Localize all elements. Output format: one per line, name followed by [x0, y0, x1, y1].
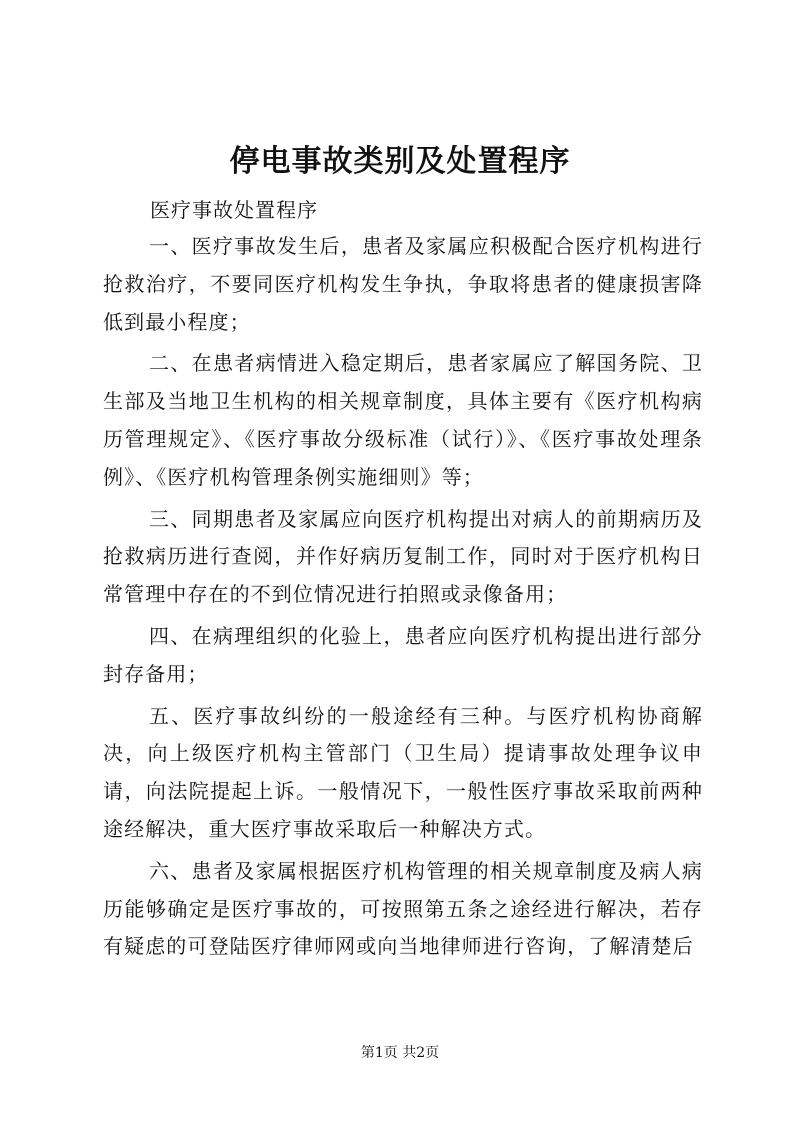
- paragraph-2: 二、在患者病情进入稳定期后，患者家属应了解国务院、卫生部及当地卫生机构的相关规章制度，具体主要有《医疗机构病历管理规定》、《医疗事故分级标准（试行）》、《医疗事故处理条例》、《医疗机构管理条例实施细则》等；: [103, 351, 703, 489]
- document-title: 停电事故类别及处置程序: [229, 144, 571, 179]
- paragraph-1: 一、医疗事故发生后，患者及家属应积极配合医疗机构进行抢救治疗，不要同医疗机构发生争执，争取将患者的健康损害降低到最小程度；: [103, 234, 703, 334]
- paragraph-4: 四、在病理组织的化验上，患者应向医疗机构提出进行部分封存备用；: [103, 623, 703, 686]
- paragraph-3: 三、同期患者及家属应向医疗机构提出对病人的前期病历及抢救病历进行查阅，并作好病历复制工作，同时对于医疗机构日常管理中存在的不到位情况进行拍照或录像备用；: [103, 506, 703, 607]
- page-footer: 第1页 共2页: [360, 1045, 440, 1061]
- paragraph-5: 五、医疗事故纠纷的一般途经有三种。与医疗机构协商解决，向上级医疗机构主管部门（卫生局）提请事故处理争议申请，向法院提起上诉。一般情况下，一般性医疗事故采取前两种途经解决，重大医疗事故采取后一种解决方式。: [103, 703, 703, 841]
- document-body: [103, 228, 703, 966]
- paragraph-6: 六、患者及家属根据医疗机构管理的相关规章制度及病人病历能够确定是医疗事故的，可按照第五条之途经进行解决，若存有疑虑的可登陆医疗律师网或向当地律师进行咨询，了解清楚后: [103, 858, 703, 959]
- document-subtitle: 医疗事故处置程序: [150, 198, 318, 222]
